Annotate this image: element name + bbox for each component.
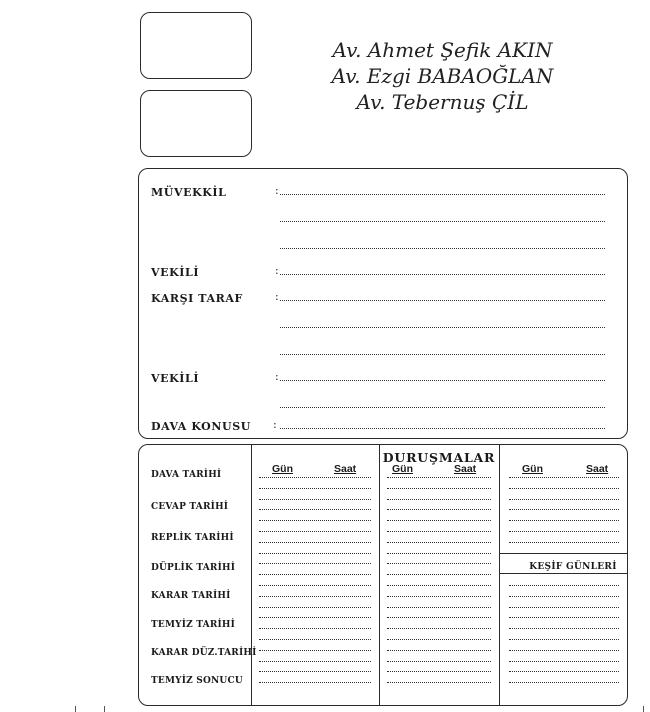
row-label-temyiz-sonucu: TEMYİZ SONUCU: [151, 676, 243, 686]
hearing-entry-line[interactable]: [509, 509, 619, 510]
hearing-entry-line[interactable]: [509, 488, 619, 489]
hearing-entry-line[interactable]: [259, 596, 371, 597]
hearing-entry-line[interactable]: [259, 531, 371, 532]
hearing-entry-line[interactable]: [259, 509, 371, 510]
colon: :: [273, 418, 277, 431]
hearing-entry-line[interactable]: [509, 617, 619, 618]
hearing-entry-line[interactable]: [387, 661, 491, 662]
hearing-entry-line[interactable]: [387, 682, 491, 683]
hearing-entry-line[interactable]: [259, 682, 371, 683]
hearing-entry-line[interactable]: [259, 585, 371, 586]
hearing-entry-line[interactable]: [259, 661, 371, 662]
karsi-taraf-line-1[interactable]: [280, 300, 605, 301]
muvekkil-line-2[interactable]: [280, 221, 605, 222]
hearing-entry-line[interactable]: [387, 553, 491, 554]
hearing-entry-line[interactable]: [259, 488, 371, 489]
row-label-dava-tarihi: DAVA TARİHİ: [151, 470, 222, 480]
hearing-entry-line[interactable]: [259, 650, 371, 651]
muvekkil-label: MÜVEKKİL: [151, 186, 227, 199]
hearing-entry-line[interactable]: [387, 509, 491, 510]
dava-konusu-label: DAVA KONUSU: [151, 420, 251, 433]
day-label: Gün: [522, 463, 543, 475]
hearing-entry-line[interactable]: [387, 650, 491, 651]
hearing-entry-line[interactable]: [387, 499, 491, 500]
row-label-duplik-tarihi: DÜPLİK TARİHİ: [151, 563, 236, 573]
hearing-entry-line[interactable]: [509, 520, 619, 521]
hearing-entry-line[interactable]: [259, 520, 371, 521]
day-label: Gün: [392, 463, 413, 475]
hearing-entry-line[interactable]: [509, 671, 619, 672]
hearing-entry-line[interactable]: [509, 628, 619, 629]
hearing-entry-line[interactable]: [509, 639, 619, 640]
hearing-entry-line[interactable]: [259, 628, 371, 629]
lawyer-name-1: Av. Ahmet Şefik AKIN: [332, 38, 553, 62]
hearing-entry-line[interactable]: [387, 488, 491, 489]
karsi-taraf-line-3[interactable]: [280, 354, 605, 355]
hearing-entry-line[interactable]: [509, 477, 619, 478]
vekili-line-3[interactable]: [280, 407, 605, 408]
row-label-replik-tarihi: REPLİK TARİHİ: [151, 533, 234, 543]
hearing-entry-line[interactable]: [509, 499, 619, 500]
lawyer-name-2: Av. Ezgi BABAOĞLAN: [331, 64, 554, 88]
hearing-entry-line[interactable]: [509, 596, 619, 597]
hearing-entry-line[interactable]: [509, 542, 619, 543]
hearing-entry-line[interactable]: [509, 607, 619, 608]
vekili-label-1: VEKİLİ: [151, 266, 200, 279]
hearing-entry-line[interactable]: [259, 477, 371, 478]
muvekkil-line-3[interactable]: [280, 248, 605, 249]
hearing-entry-line[interactable]: [387, 596, 491, 597]
hearing-entry-line[interactable]: [387, 585, 491, 586]
hearing-entry-line[interactable]: [387, 563, 491, 564]
row-label-karar-tarihi: KARAR TARİHİ: [151, 591, 231, 601]
hearing-entry-line[interactable]: [509, 661, 619, 662]
crop-mark: [75, 706, 76, 712]
crop-mark: [643, 706, 644, 712]
vekili-label-2: VEKİLİ: [151, 372, 200, 385]
hearing-entry-line[interactable]: [259, 542, 371, 543]
hearing-entry-line[interactable]: [509, 682, 619, 683]
hearing-entry-line[interactable]: [509, 585, 619, 586]
column-divider: [499, 445, 500, 705]
kesif-divider-bottom: [499, 573, 627, 574]
lawyer-names: [300, 37, 585, 115]
hearing-entry-line[interactable]: [509, 650, 619, 651]
lawyer-name-3: Av. Tebernuş ÇİL: [356, 90, 529, 114]
row-label-karar-duz-tarihi: KARAR DÜZ.TARİHİ: [151, 648, 257, 658]
hearings-title: DURUŞMALAR: [382, 450, 496, 465]
hearing-entry-line[interactable]: [259, 499, 371, 500]
hearing-entry-line[interactable]: [387, 617, 491, 618]
row-label-temyiz-tarihi: TEMYİZ TARİHİ: [151, 620, 236, 630]
hearing-entry-line[interactable]: [509, 531, 619, 532]
hearing-entry-line[interactable]: [387, 477, 491, 478]
kesif-divider-top: [499, 553, 627, 554]
time-label: Saat: [586, 463, 609, 475]
karsi-taraf-line-2[interactable]: [280, 327, 605, 328]
vekili-line-2[interactable]: [280, 380, 605, 381]
time-label: Saat: [334, 463, 357, 475]
colon: :: [275, 290, 279, 303]
karsi-taraf-label: KARŞI TARAF: [151, 292, 243, 305]
hearing-entry-line[interactable]: [259, 639, 371, 640]
day-label: Gün: [272, 463, 293, 475]
kesif-gunleri-label: KEŞİF GÜNLERİ: [529, 562, 617, 572]
muvekkil-line-1[interactable]: [280, 194, 605, 195]
hearings-panel: [138, 444, 628, 706]
colon: :: [275, 264, 279, 277]
column-divider: [251, 445, 252, 705]
colon: :: [275, 184, 279, 197]
hearing-entry-line[interactable]: [387, 531, 491, 532]
hearing-entry-line[interactable]: [387, 639, 491, 640]
time-label: Saat: [454, 463, 477, 475]
crop-mark: [104, 706, 105, 712]
hearing-entry-line[interactable]: [387, 628, 491, 629]
hearing-entry-line[interactable]: [259, 607, 371, 608]
hearing-entry-line[interactable]: [259, 553, 371, 554]
hearing-entry-line[interactable]: [387, 671, 491, 672]
row-label-cevap-tarihi: CEVAP TARİHİ: [151, 502, 229, 512]
hearing-entry-line[interactable]: [259, 574, 371, 575]
colon: :: [275, 370, 279, 383]
blank-box-top: [140, 12, 252, 79]
hearing-entry-line[interactable]: [387, 607, 491, 608]
vekili-line-1[interactable]: [280, 274, 605, 275]
hearing-entry-line[interactable]: [387, 542, 491, 543]
column-divider: [379, 445, 380, 705]
hearing-entry-line[interactable]: [387, 574, 491, 575]
hearing-entry-line[interactable]: [259, 563, 371, 564]
hearing-entry-line[interactable]: [259, 617, 371, 618]
dava-konusu-line[interactable]: [280, 428, 605, 429]
hearing-entry-line[interactable]: [259, 671, 371, 672]
hearing-entry-line[interactable]: [387, 520, 491, 521]
blank-box-bottom: [140, 90, 252, 157]
case-info-panel: [138, 168, 628, 439]
